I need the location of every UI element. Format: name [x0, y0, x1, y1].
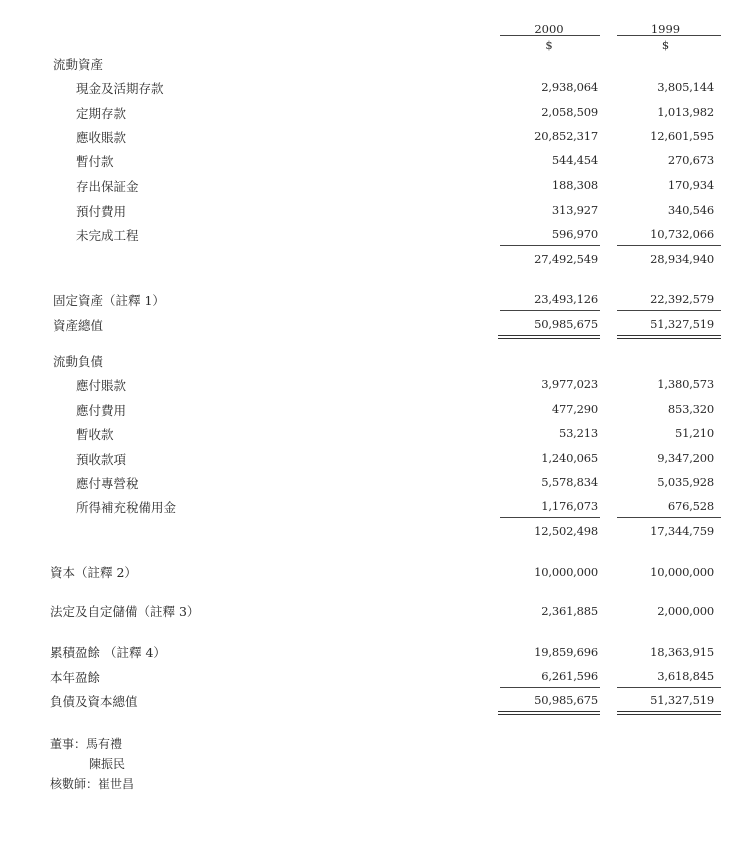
value-1999: 170,934: [667, 178, 714, 192]
value-2000: 20,852,317: [534, 129, 598, 143]
value-1999: 51,210: [674, 426, 714, 440]
header-rule-1999: [617, 35, 721, 36]
line-item-label: 應付專營稅: [76, 476, 139, 491]
fixed-assets-2000: 23,493,126: [534, 292, 598, 306]
line-item-label: 定期存款: [76, 106, 127, 121]
value-1999: 5,035,928: [657, 475, 714, 489]
value-1999: 1,380,573: [657, 377, 714, 391]
value-2000: 313,927: [551, 203, 598, 217]
subtotal-rule-1999: [617, 517, 721, 518]
accountant-signature: 核數師：崔世昌: [50, 777, 135, 791]
fixed-assets-1999: 22,392,579: [650, 292, 714, 306]
current-year-surplus-1999: 3,618,845: [657, 669, 714, 683]
retained-earnings-2000: 19,859,696: [534, 645, 598, 659]
currency-2000: $: [545, 38, 553, 52]
year-1999-header: 1999: [650, 22, 681, 36]
current-assets-total-1999: 28,934,940: [650, 252, 714, 266]
line-item-label: 現金及活期存款: [76, 81, 164, 96]
reserves-label: 法定及自定儲備（註釋 3）: [50, 604, 200, 619]
value-1999: 676,528: [667, 499, 714, 513]
value-1999: 12,601,595: [650, 129, 714, 143]
line-item-label: 存出保証金: [76, 179, 139, 194]
double-rule-2000: [498, 335, 600, 339]
value-1999: 1,013,982: [657, 105, 714, 119]
line-item-label: 應付費用: [76, 403, 127, 418]
current-liabilities-title: 流動負債: [53, 354, 104, 369]
value-2000: 2,938,064: [541, 80, 598, 94]
subtotal-rule-2000: [500, 310, 600, 311]
line-item-label: 應收賬款: [76, 130, 127, 145]
value-1999: 9,347,200: [657, 451, 714, 465]
double-rule-2000: [498, 711, 600, 715]
header-rule-2000: [500, 35, 600, 36]
subtotal-rule-1999: [617, 310, 721, 311]
reserves-1999: 2,000,000: [657, 604, 714, 618]
line-item-label: 預付費用: [76, 204, 127, 219]
total-assets-1999: 51,327,519: [650, 317, 714, 331]
value-2000: 3,977,023: [541, 377, 598, 391]
value-1999: 10,732,066: [650, 227, 714, 241]
value-2000: 1,240,065: [541, 451, 598, 465]
retained-earnings-1999: 18,363,915: [650, 645, 714, 659]
value-1999: 340,546: [667, 203, 714, 217]
value-2000: 188,308: [551, 178, 598, 192]
value-2000: 1,176,073: [541, 499, 598, 513]
total-assets-2000: 50,985,675: [534, 317, 598, 331]
value-2000: 5,578,834: [541, 475, 598, 489]
second-director-signature: 陳振民: [89, 757, 126, 771]
director-signature: 董事：馬有禮: [50, 737, 123, 751]
current-liabilities-total-1999: 17,344,759: [650, 524, 714, 538]
current-assets-total-2000: 27,492,549: [534, 252, 598, 266]
subtotal-rule-2000: [500, 687, 600, 688]
value-1999: 3,805,144: [657, 80, 714, 94]
year-2000-header: 2000: [534, 22, 564, 36]
currency-1999: $: [661, 38, 670, 52]
capital-label: 資本（註釋 2）: [50, 565, 137, 580]
value-2000: 53,213: [558, 426, 598, 440]
subtotal-rule-1999: [617, 245, 721, 246]
reserves-2000: 2,361,885: [541, 604, 598, 618]
current-year-surplus-label: 本年盈餘: [50, 670, 101, 685]
line-item-label: 暫付款: [76, 154, 114, 169]
fixed-assets-label: 固定資產（註釋 1）: [53, 293, 165, 308]
total-assets-label: 資產總值: [53, 318, 104, 333]
retained-earnings-label: 累積盈餘 （註釋 4）: [50, 645, 166, 660]
capital-1999: 10,000,000: [650, 565, 714, 579]
total-liabilities-capital-1999: 51,327,519: [650, 693, 714, 707]
value-2000: 544,454: [551, 153, 598, 167]
line-item-label: 應付賬款: [76, 378, 127, 393]
line-item-label: 所得補充稅備用金: [76, 500, 177, 515]
value-2000: 477,290: [551, 402, 598, 416]
subtotal-rule-1999: [617, 687, 721, 688]
value-2000: 2,058,509: [541, 105, 598, 119]
line-item-label: 未完成工程: [76, 228, 139, 243]
total-liabilities-capital-2000: 50,985,675: [534, 693, 598, 707]
double-rule-1999: [617, 335, 721, 339]
value-1999: 853,320: [667, 402, 714, 416]
value-1999: 270,673: [667, 153, 714, 167]
line-item-label: 暫收款: [76, 427, 114, 442]
current-liabilities-total-2000: 12,502,498: [534, 524, 598, 538]
current-year-surplus-2000: 6,261,596: [541, 669, 598, 683]
value-2000: 596,970: [551, 227, 598, 241]
double-rule-1999: [617, 711, 721, 715]
subtotal-rule-2000: [500, 245, 600, 246]
current-assets-title: 流動資產: [53, 57, 104, 72]
subtotal-rule-2000: [500, 517, 600, 518]
capital-2000: 10,000,000: [534, 565, 598, 579]
total-liabilities-capital-label: 負債及資本總值: [50, 694, 138, 709]
line-item-label: 預收款項: [76, 452, 127, 467]
